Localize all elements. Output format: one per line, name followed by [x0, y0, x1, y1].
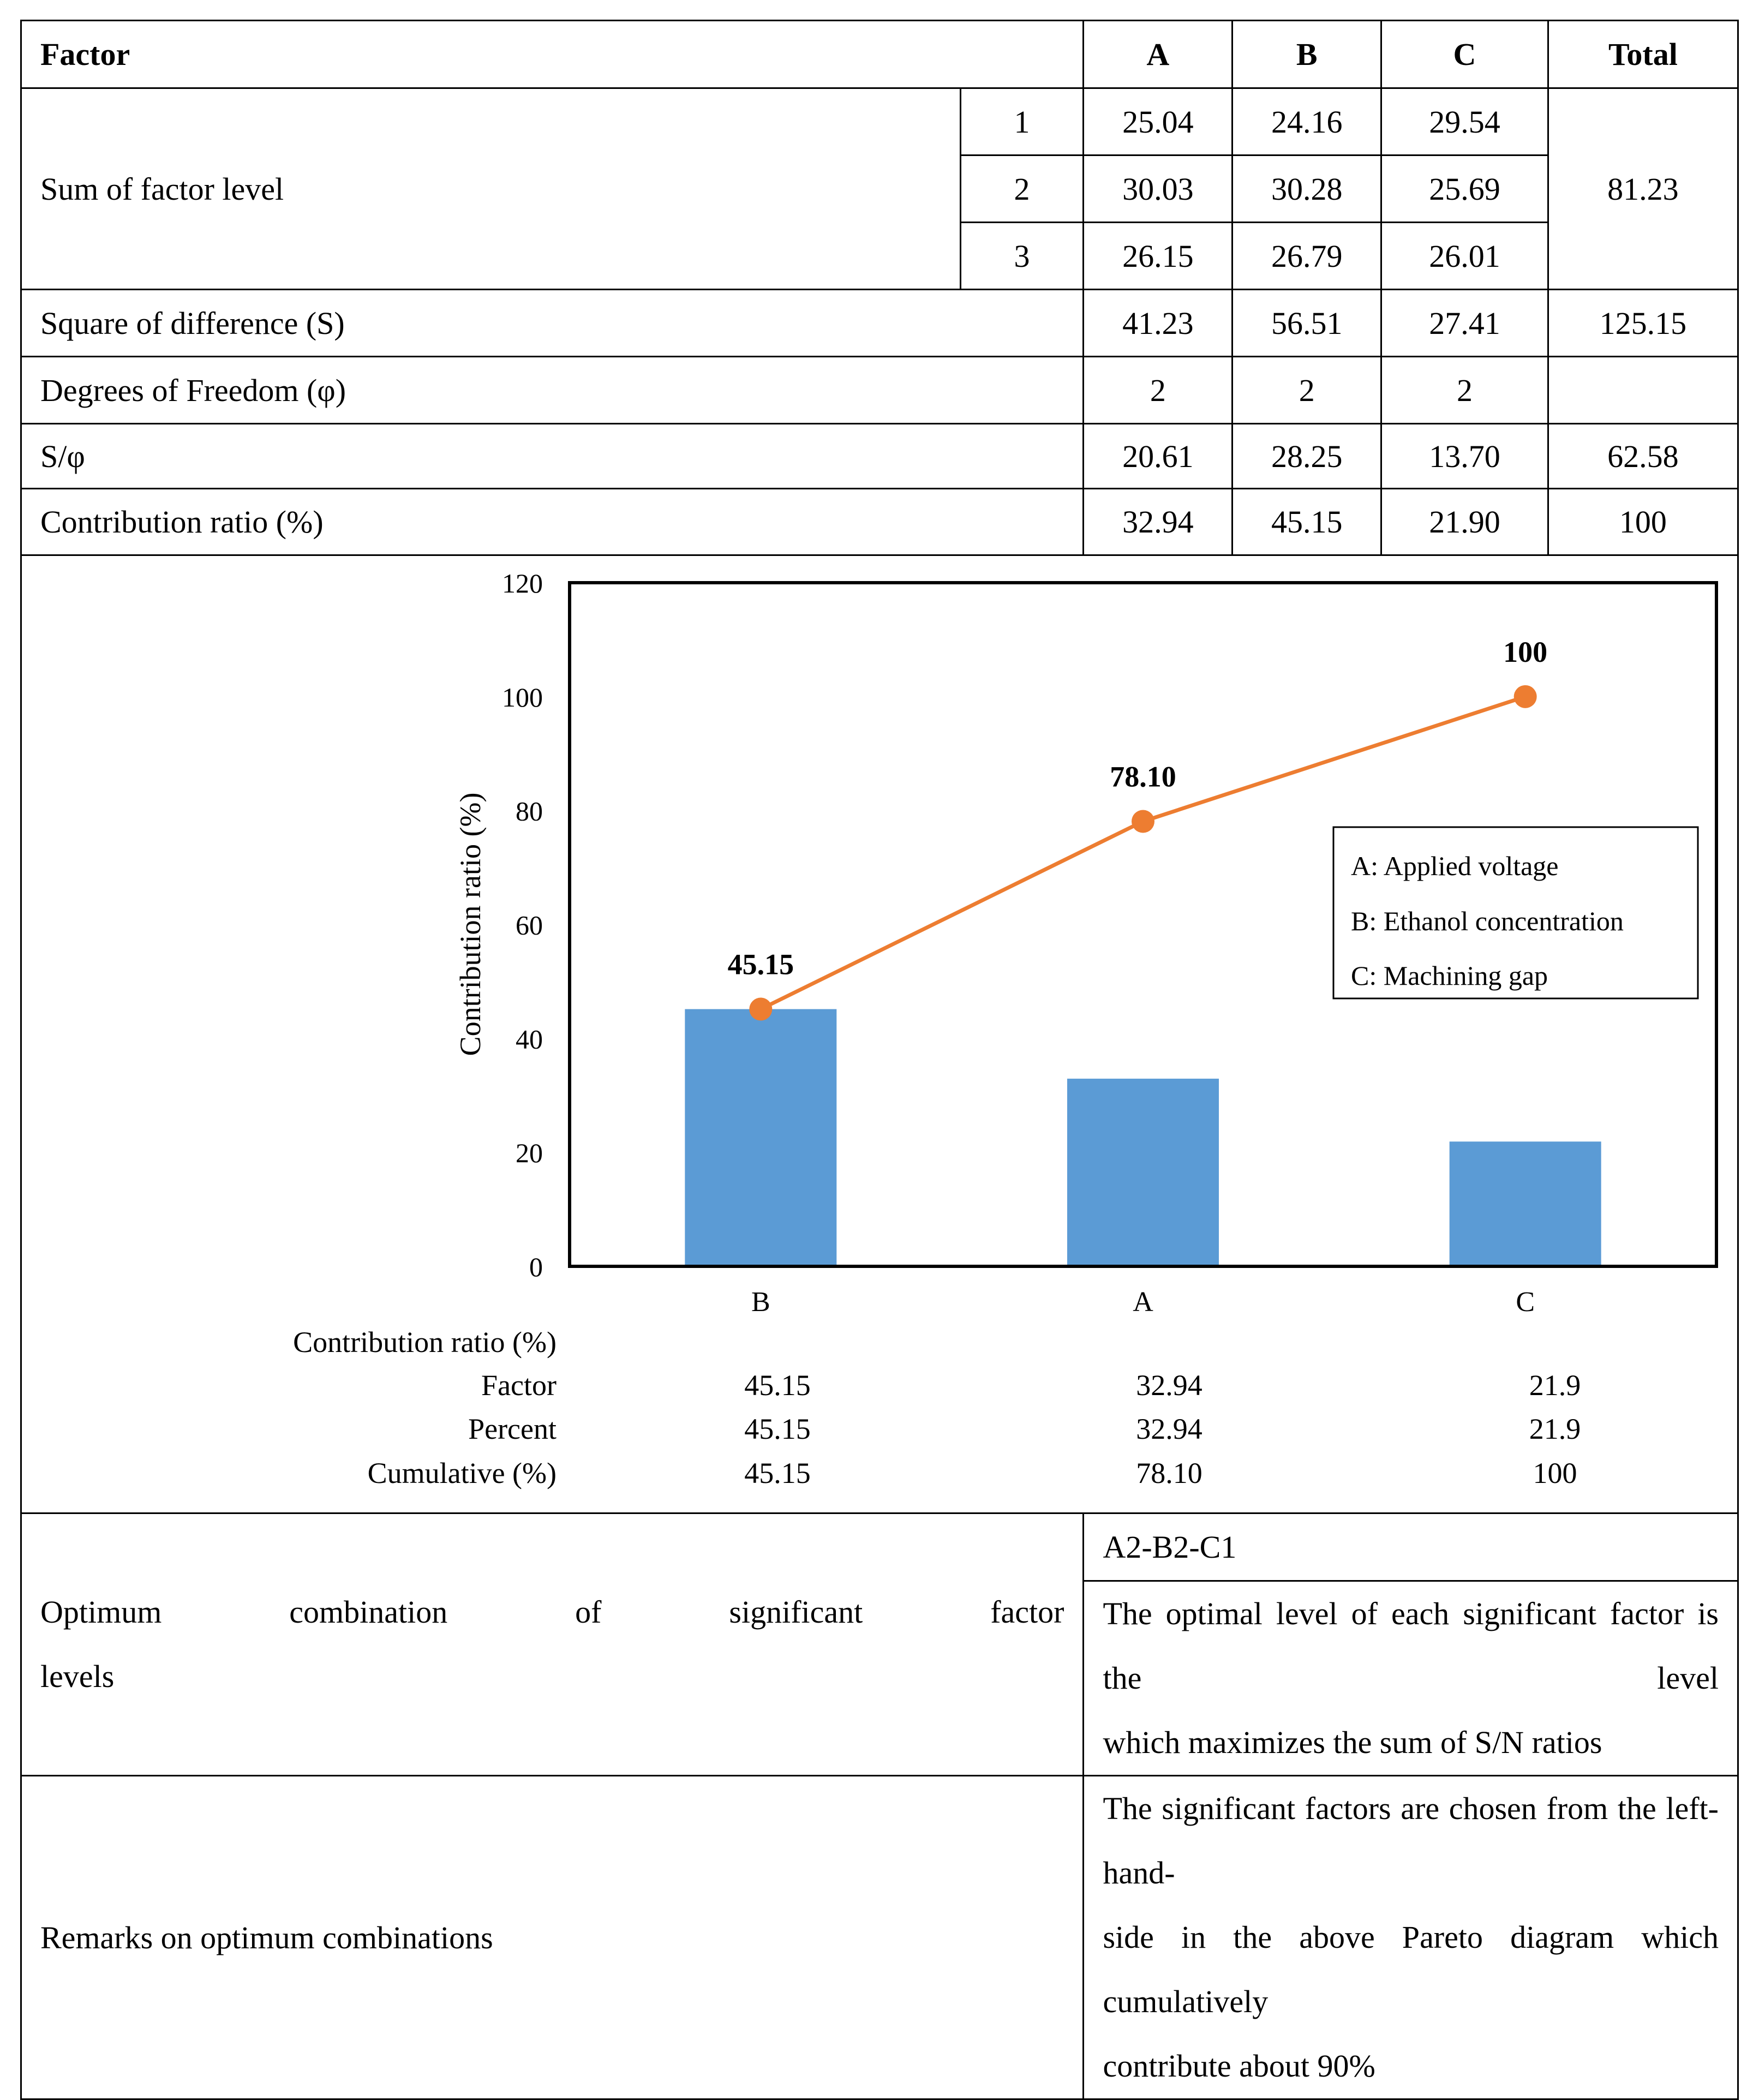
bar-A: [1067, 1079, 1219, 1266]
level-number: 1: [960, 88, 1084, 155]
header-c: C: [1381, 21, 1548, 88]
data-table-title: Contribution ratio (%): [293, 1326, 557, 1359]
legend: [1333, 827, 1698, 998]
optimum-combination-label: [21, 1513, 1084, 1776]
degrees-of-freedom-label: Degrees of Freedom (φ): [21, 357, 1084, 424]
contribution-total: 100: [1548, 489, 1738, 555]
contribution-ratio-row: [21, 489, 1738, 555]
data-table-cell: 45.15: [744, 1369, 811, 1402]
sq-diff-c: 27.41: [1381, 290, 1548, 357]
data-table-row-label: Cumulative (%): [367, 1457, 557, 1489]
remarks-line-3: contribute about 90%: [1103, 2048, 1375, 2084]
chart-row: [21, 555, 1738, 1513]
level-number: 3: [960, 223, 1084, 290]
sum-c-level-2: 25.69: [1381, 155, 1548, 223]
s-phi-row: [21, 424, 1738, 489]
cumulative-point: [749, 998, 772, 1021]
x-tick-label: A: [1133, 1287, 1153, 1318]
cumulative-point: [1132, 810, 1154, 833]
bar-B: [685, 1009, 836, 1266]
data-table-cell: 45.15: [744, 1413, 811, 1445]
dof-a: 2: [1084, 357, 1233, 424]
cumulative-data-label: 100: [1503, 635, 1548, 668]
y-tick-label: 20: [516, 1138, 543, 1169]
optimum-label-line-2: levels: [40, 1659, 115, 1694]
data-table-cell: 21.9: [1529, 1413, 1581, 1445]
optimum-note-line-1: The optimal level of each significant factor is the level: [1103, 1596, 1719, 1696]
sq-diff-total: 125.15: [1548, 290, 1738, 357]
sum-b-level-3: 26.79: [1233, 223, 1381, 290]
optimum-note: [1084, 1581, 1738, 1776]
legend-item-c: C: Machining gap: [1351, 960, 1548, 991]
y-tick-label: 60: [516, 910, 543, 941]
legend-item-b: B: Ethanol concentration: [1351, 906, 1624, 936]
sum-a-level-2: 30.03: [1084, 155, 1233, 223]
contribution-c: 21.90: [1381, 489, 1548, 555]
optimum-combination-value: A2-B2-C1: [1084, 1513, 1738, 1581]
pareto-chart: [22, 556, 1737, 1511]
dof-b: 2: [1233, 357, 1381, 424]
remarks-text: [1084, 1776, 1738, 2099]
sum-c-level-3: 26.01: [1381, 223, 1548, 290]
x-tick-label: B: [751, 1287, 770, 1318]
y-tick-label: 0: [529, 1252, 543, 1282]
cumulative-data-label: 45.15: [727, 948, 794, 981]
s-phi-b: 28.25: [1233, 424, 1381, 489]
sum-b-level-1: 24.16: [1233, 88, 1381, 155]
data-table-cell: 32.94: [1136, 1369, 1202, 1402]
cumulative-point: [1514, 685, 1537, 708]
cumulative-data-label: 78.10: [1110, 760, 1176, 793]
header-factor: Factor: [21, 21, 1084, 88]
data-table-cell: 45.15: [744, 1457, 811, 1489]
pareto-chart-cell: [21, 555, 1738, 1513]
optimum-row-1: [21, 1513, 1738, 1581]
chart-data-table: [293, 1326, 1581, 1489]
contribution-b: 45.15: [1233, 489, 1381, 555]
level-number: 2: [960, 155, 1084, 223]
remarks-row: [21, 1776, 1738, 2099]
sum-a-level-1: 25.04: [1084, 88, 1233, 155]
header-a: A: [1084, 21, 1233, 88]
dof-total: [1548, 357, 1738, 424]
taguchi-analysis-table: [20, 20, 1739, 2100]
header-total: Total: [1548, 21, 1738, 88]
sum-of-factor-level-label: Sum of factor level: [21, 88, 961, 290]
square-of-difference-row: [21, 290, 1738, 357]
header-b: B: [1233, 21, 1381, 88]
contribution-ratio-label: Contribution ratio (%): [21, 489, 1084, 555]
data-table-row-label: Percent: [468, 1413, 557, 1445]
x-tick-label: C: [1516, 1287, 1535, 1318]
contribution-a: 32.94: [1084, 489, 1233, 555]
bar-C: [1450, 1141, 1601, 1266]
s-phi-a: 20.61: [1084, 424, 1233, 489]
data-table-row-label: Factor: [481, 1369, 557, 1402]
square-of-difference-label: Square of difference (S): [21, 290, 1084, 357]
sum-c-level-1: 29.54: [1381, 88, 1548, 155]
s-phi-label: S/φ: [21, 424, 1084, 489]
s-phi-c: 13.70: [1381, 424, 1548, 489]
y-axis-label: Contribution ratio (%): [454, 792, 487, 1056]
data-table-cell: 21.9: [1529, 1369, 1581, 1402]
legend-item-a: A: Applied voltage: [1351, 851, 1559, 881]
remarks-line-2: side in the above Pareto diagram which cumulatively: [1103, 1919, 1719, 2019]
sq-diff-a: 41.23: [1084, 290, 1233, 357]
sq-diff-b: 56.51: [1233, 290, 1381, 357]
y-tick-label: 80: [516, 795, 543, 827]
dof-c: 2: [1381, 357, 1548, 424]
sum-a-level-3: 26.15: [1084, 223, 1233, 290]
sum-total: 81.23: [1548, 88, 1738, 290]
degrees-of-freedom-row: [21, 357, 1738, 424]
optimum-note-line-2: which maximizes the sum of S/N ratios: [1103, 1725, 1602, 1760]
data-table-cell: 100: [1533, 1457, 1577, 1489]
data-table-cell: 32.94: [1136, 1413, 1202, 1445]
sum-b-level-2: 30.28: [1233, 155, 1381, 223]
y-tick-label: 100: [502, 681, 543, 713]
s-phi-total: 62.58: [1548, 424, 1738, 489]
remarks-label: Remarks on optimum combinations: [21, 1776, 1084, 2099]
header-row: [21, 21, 1738, 88]
y-tick-label: 40: [516, 1024, 543, 1055]
data-table-cell: 78.10: [1136, 1457, 1202, 1489]
optimum-label-line-1: Optimum combination of significant factor: [40, 1594, 1064, 1630]
sum-level-1-row: [21, 88, 1738, 155]
y-tick-label: 120: [502, 568, 543, 599]
remarks-line-1: The significant factors are chosen from the left-hand-: [1103, 1791, 1719, 1890]
